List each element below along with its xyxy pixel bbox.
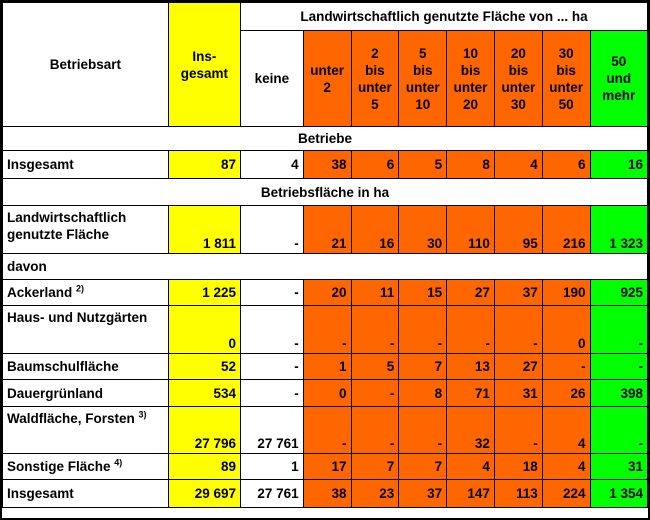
section-title-betriebe: Betriebe <box>3 127 648 151</box>
table-row <box>3 206 648 254</box>
table-cell: 4 <box>447 454 495 480</box>
table-cell: - <box>351 306 399 354</box>
header-insgesamt: Ins- gesamt <box>168 3 240 127</box>
table-cell: 32 <box>447 407 495 454</box>
table-cell: 71 <box>447 380 495 407</box>
table-cell: - <box>303 306 351 354</box>
table-cell: 27 <box>494 354 542 380</box>
farm-area-table <box>2 2 648 508</box>
table-cell: 8 <box>447 151 495 179</box>
table-row <box>3 454 648 480</box>
table-cell: 147 <box>447 480 495 508</box>
table-cell: 7 <box>399 354 447 380</box>
table-cell: - <box>590 407 647 454</box>
table-cell: 1 354 <box>590 480 647 508</box>
table-cell: 38 <box>303 151 351 179</box>
table-cell: 1 <box>303 354 351 380</box>
section-row-flaeche <box>3 179 648 206</box>
table-cell: 27 761 <box>241 407 304 454</box>
table-cell: 27 <box>447 280 495 306</box>
table-row <box>3 407 648 454</box>
row-label <box>3 206 169 254</box>
table-cell: - <box>494 407 542 454</box>
table-cell: 38 <box>303 480 351 508</box>
table-cell: 11 <box>351 280 399 306</box>
row-label-text: Ackerland <box>7 285 73 300</box>
table-cell: 20 <box>303 280 351 306</box>
table-cell: - <box>241 380 304 407</box>
header-group-title: Landwirtschaftlich genutzte Fläche von ... ha <box>241 3 648 31</box>
table-cell: 23 <box>351 480 399 508</box>
table-row <box>3 380 648 407</box>
table-cell: 4 <box>494 151 542 179</box>
row-label <box>3 407 169 454</box>
table-cell: 6 <box>351 151 399 179</box>
footnote-marker: 2) <box>76 283 85 294</box>
header-betriebsart: Betriebsart <box>3 3 169 127</box>
header-col-20-30: 20 bis unter 30 <box>494 31 542 127</box>
row-label <box>3 380 169 407</box>
table-cell: 27 796 <box>168 407 240 454</box>
table-cell: - <box>351 380 399 407</box>
table-cell: 37 <box>494 280 542 306</box>
table-row <box>3 306 648 354</box>
section-row-davon <box>3 254 648 280</box>
table-row <box>3 480 648 508</box>
table-cell: - <box>303 407 351 454</box>
table-cell: 18 <box>494 454 542 480</box>
header-col-2-5: 2 bis unter 5 <box>351 31 399 127</box>
row-label-text: Dauergrünland <box>7 385 104 401</box>
row-label-text: Insgesamt <box>7 157 74 172</box>
table-cell: 7 <box>351 454 399 480</box>
table-cell: 110 <box>447 206 495 254</box>
footnote-marker: 4) <box>114 457 123 468</box>
table-cell: 216 <box>542 206 590 254</box>
table-cell: - <box>494 306 542 354</box>
table-cell: - <box>399 306 447 354</box>
row-label <box>3 280 169 306</box>
table-cell: 16 <box>351 206 399 254</box>
table-cell: 0 <box>303 380 351 407</box>
row-label <box>3 454 169 480</box>
table-cell: - <box>241 280 304 306</box>
davon-label: davon <box>3 254 648 280</box>
table-cell: 29 697 <box>168 480 240 508</box>
table-cell: 1 <box>241 454 304 480</box>
table-cell: 27 761 <box>241 480 304 508</box>
table-cell: 1 323 <box>590 206 647 254</box>
table-cell: 89 <box>168 454 240 480</box>
table-cell: 5 <box>399 151 447 179</box>
header-col-10-20: 10 bis unter 20 <box>447 31 495 127</box>
table-cell: 5 <box>351 354 399 380</box>
table-cell: - <box>399 407 447 454</box>
row-label-text: Landwirtschaftlich genutzte Fläche <box>7 210 127 242</box>
table-cell: 95 <box>494 206 542 254</box>
section-row-betriebe <box>3 127 648 151</box>
table-cell: 113 <box>494 480 542 508</box>
table-cell: 4 <box>241 151 304 179</box>
row-label-text: Waldfläche, Forsten <box>7 411 135 426</box>
table-cell: - <box>542 354 590 380</box>
table-cell: 7 <box>399 454 447 480</box>
row-label-text: Baumschulfläche <box>7 359 119 374</box>
table-cell: 31 <box>590 454 647 480</box>
section-title-flaeche: Betriebsfläche in ha <box>3 179 648 206</box>
table-cell: 15 <box>399 280 447 306</box>
header-col-unter-2: unter 2 <box>303 31 351 127</box>
row-label-text: Haus- und Nutzgärten <box>7 310 148 325</box>
table-cell: 4 <box>542 454 590 480</box>
table-cell: - <box>590 306 647 354</box>
table-cell: - <box>241 206 304 254</box>
table-cell: 190 <box>542 280 590 306</box>
table-cell: 21 <box>303 206 351 254</box>
table-cell: 4 <box>542 407 590 454</box>
row-label <box>3 354 169 380</box>
row-label <box>3 151 169 179</box>
table-cell: 16 <box>590 151 647 179</box>
row-label <box>3 480 169 508</box>
table-cell: - <box>590 354 647 380</box>
table-cell: 925 <box>590 280 647 306</box>
header-row-1 <box>3 3 648 31</box>
table-cell: 0 <box>542 306 590 354</box>
table-cell: - <box>241 306 304 354</box>
table-cell: - <box>351 407 399 454</box>
row-label-text: Insgesamt <box>7 486 74 501</box>
header-col-5-10: 5 bis unter 10 <box>399 31 447 127</box>
table-row <box>3 280 648 306</box>
table-cell: 87 <box>168 151 240 179</box>
header-col-keine: keine <box>241 31 304 127</box>
header-col-30-50: 30 bis unter 50 <box>542 31 590 127</box>
table-cell: 31 <box>494 380 542 407</box>
table-cell: 534 <box>168 380 240 407</box>
table-cell: 1 225 <box>168 280 240 306</box>
table-cell: 17 <box>303 454 351 480</box>
table-cell: 0 <box>168 306 240 354</box>
table-cell: 37 <box>399 480 447 508</box>
table-cell: 1 811 <box>168 206 240 254</box>
table-cell: - <box>241 354 304 380</box>
table-cell: 30 <box>399 206 447 254</box>
footnote-marker: 3) <box>138 409 147 420</box>
table-cell: 398 <box>590 380 647 407</box>
header-col-50-plus: 50 und mehr <box>590 31 647 127</box>
row-label-text: Sonstige Fläche <box>7 459 111 474</box>
table-row <box>3 354 648 380</box>
table-cell: 13 <box>447 354 495 380</box>
table-cell: 8 <box>399 380 447 407</box>
table-row <box>3 151 648 179</box>
table-cell: 6 <box>542 151 590 179</box>
row-label <box>3 306 169 354</box>
table-cell: - <box>447 306 495 354</box>
table-cell: 52 <box>168 354 240 380</box>
table-cell: 26 <box>542 380 590 407</box>
table-cell: 224 <box>542 480 590 508</box>
